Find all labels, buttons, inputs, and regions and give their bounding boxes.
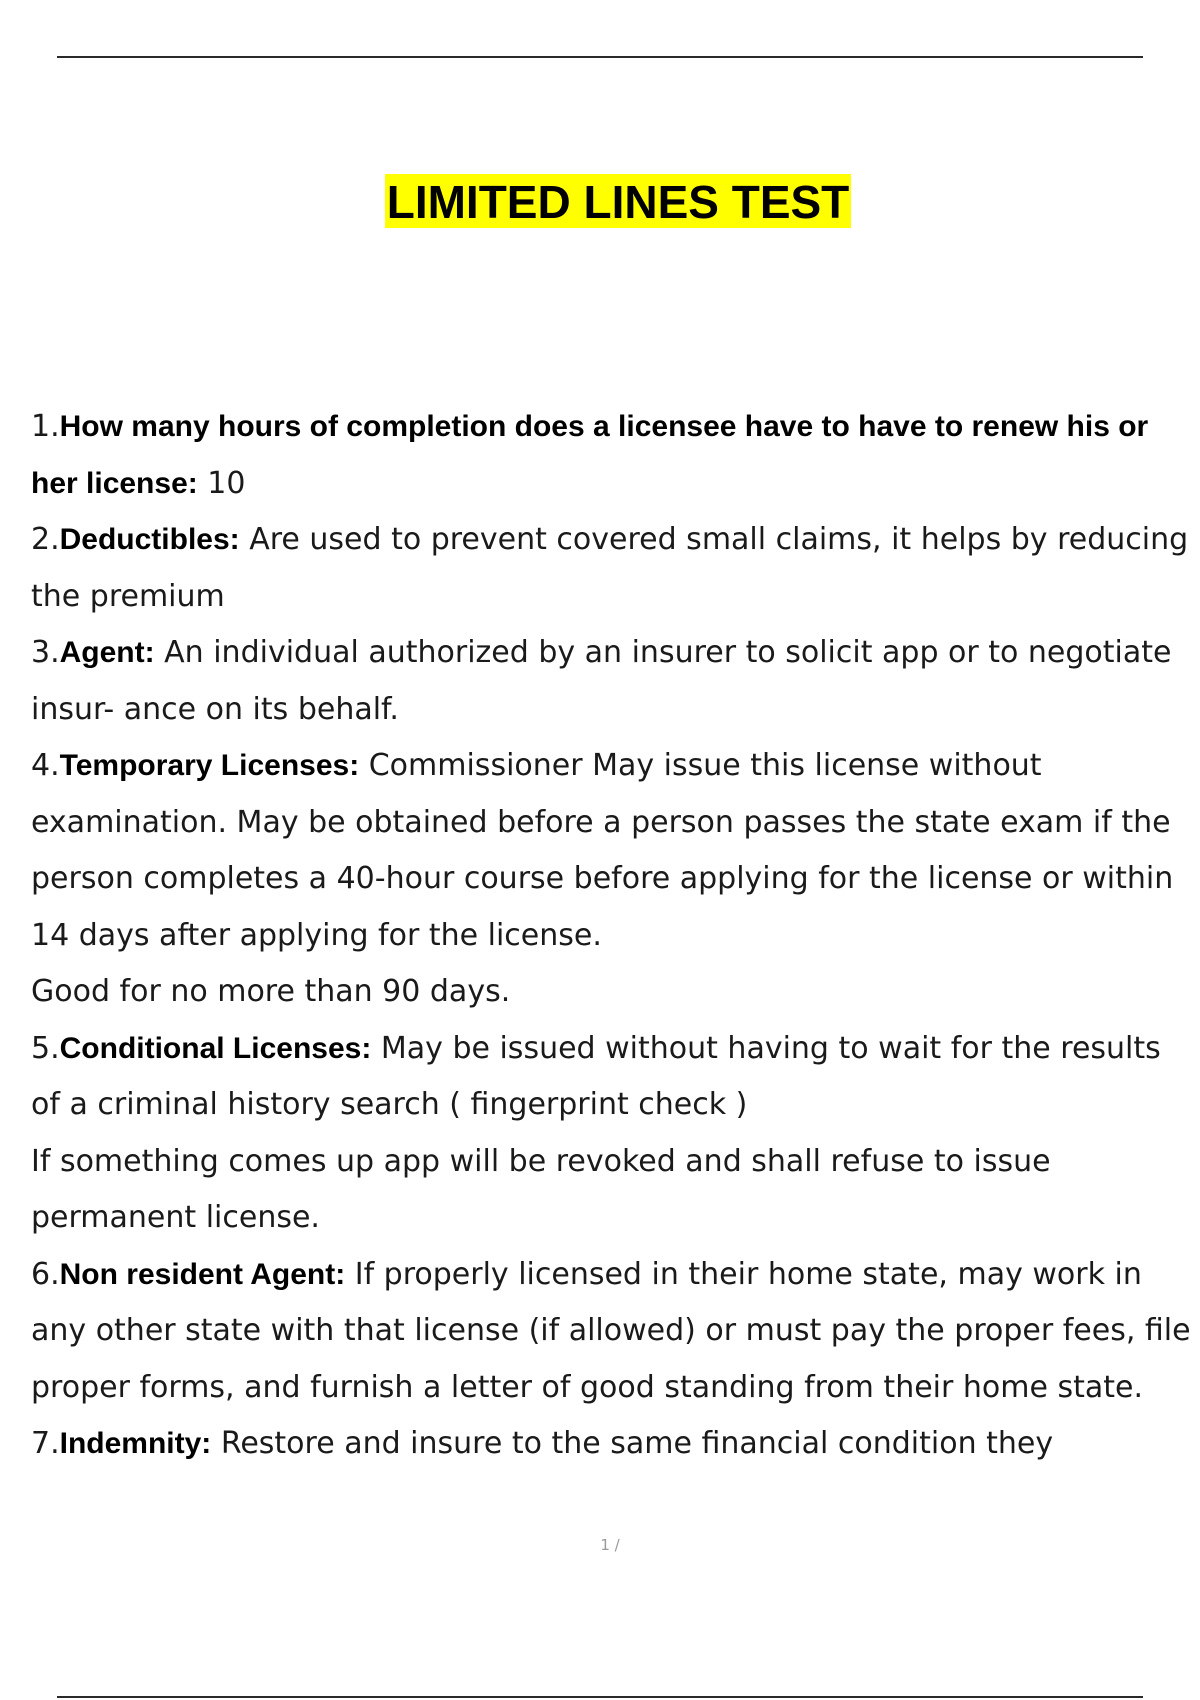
list-item xyxy=(31,1021,1196,1134)
list-item xyxy=(31,1247,1196,1417)
item-number: 4. xyxy=(31,748,60,783)
page-number: 1 / xyxy=(600,1536,620,1554)
list-item xyxy=(31,738,1196,964)
document-title: LIMITED LINES TEST xyxy=(386,176,850,228)
item-definition: Are used to prevent covered small claims, it helps by reducing the premium xyxy=(31,522,1189,614)
title-container xyxy=(0,174,1200,228)
item-definition: Commissioner May issue this license without examination. May be obtained before a person passes the state exam if the person completes a 40-hour course before applying for the license or within 14 days after applying for the license. xyxy=(31,748,1174,953)
item-number: 7. xyxy=(31,1426,60,1461)
item-term: Indemnity: xyxy=(59,1427,212,1460)
item-note: If something comes up app will be revoked and shall refuse to issue permanent license. xyxy=(31,1143,1051,1235)
item-term: Agent: xyxy=(59,636,155,669)
item-term: Deductibles: xyxy=(59,523,240,556)
item-definition: An individual authorized by an insurer to solicit app or to negotiate insur- ance on its behalf. xyxy=(31,635,1172,727)
list-item xyxy=(31,625,1196,738)
top-rule xyxy=(57,56,1143,58)
item-term: Non resident Agent: xyxy=(59,1257,346,1291)
list-item xyxy=(31,1416,1196,1473)
item-number: 3. xyxy=(31,635,60,670)
item-term: Temporary Licenses: xyxy=(59,749,360,782)
item-number: 2. xyxy=(31,522,60,557)
item-term: How many hours of completion does a licensee have to have to renew his or her license: xyxy=(31,410,1149,500)
list-item xyxy=(31,399,1196,512)
item-definition: May be issued without having to wait for the results of a criminal history search ( fingerprint check ) xyxy=(31,1030,1161,1122)
item-number: 5. xyxy=(31,1030,60,1066)
item-number: 1. xyxy=(31,409,60,444)
question-list xyxy=(31,399,1196,1473)
bottom-rule xyxy=(57,1696,1143,1698)
item-definition: Restore and insure to the same financial condition they xyxy=(211,1426,1054,1461)
item-note: Good for no more than 90 days. xyxy=(31,974,511,1009)
item-definition: 10 xyxy=(197,465,246,501)
item-term: Conditional Licenses: xyxy=(59,1031,372,1065)
item-definition: If properly licensed in their home state, may work in any other state with that license (if allowed) or must pay the proper fees, file proper forms, and furnish a letter of good standing from their home state. xyxy=(31,1256,1191,1405)
list-item xyxy=(31,512,1196,625)
item-number: 6. xyxy=(31,1256,60,1292)
